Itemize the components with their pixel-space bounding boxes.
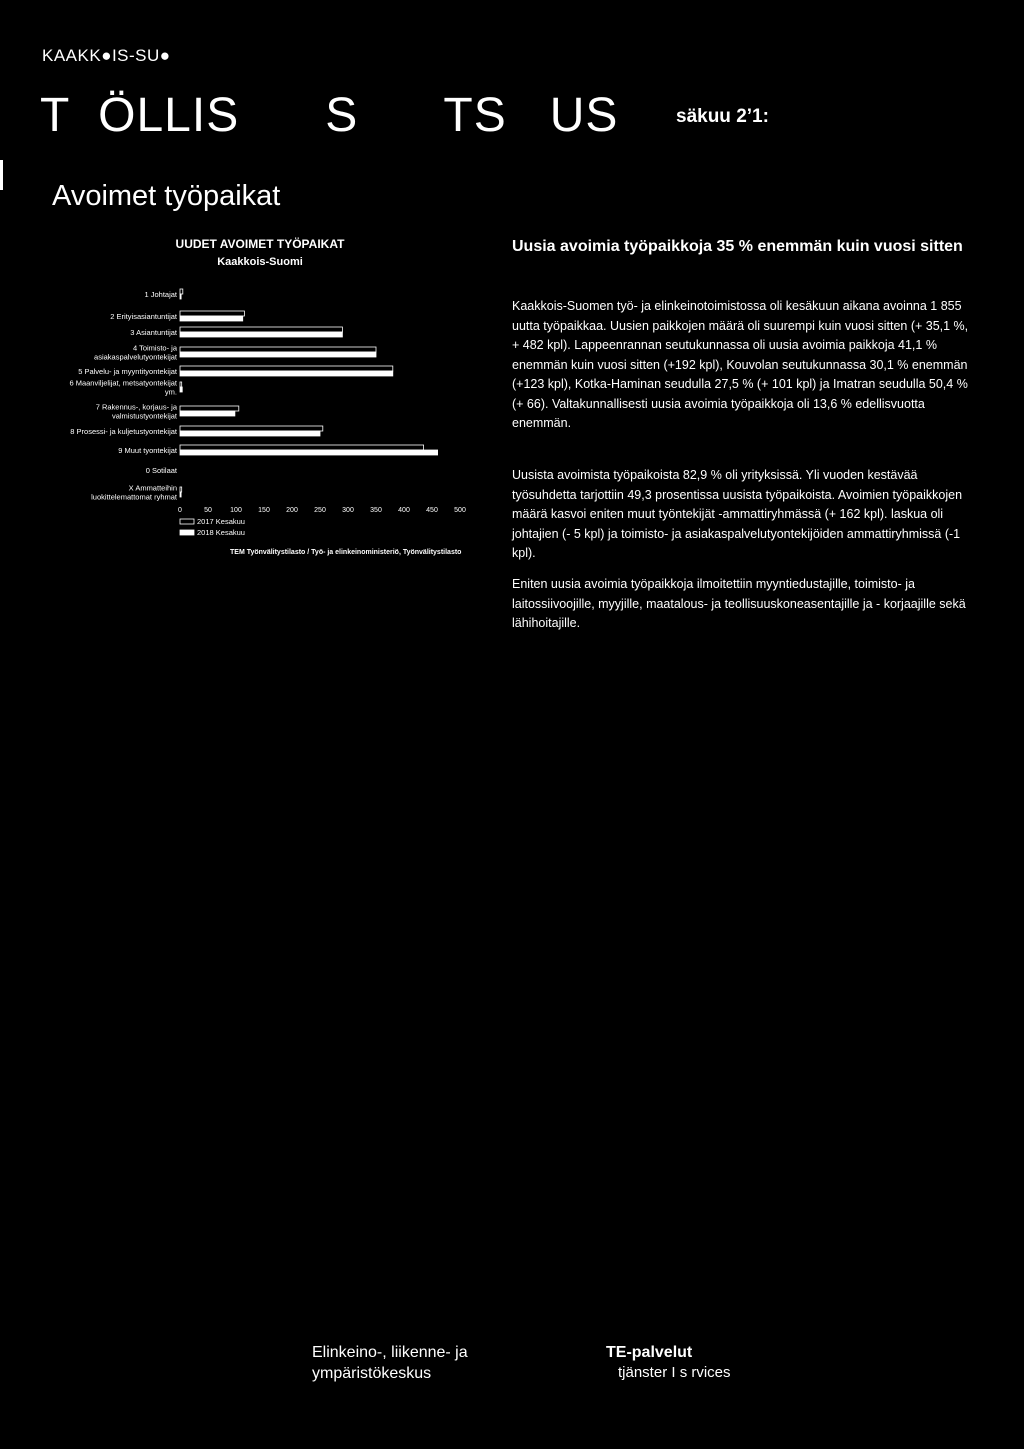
te-logo-subtitle: tjänster I s rvices xyxy=(618,1364,731,1381)
article-paragraph: Uusista avoimista työpaikoista 82,9 % oli yrityksissä. Yli vuoden kestävää työsuhdetta tarjottiin 49,3 prosentissa uusista työpaikoista. Avoimien työpaikkojen määrä kasvoi eniten muut työntekijät -ammattiryhmässä (+ 162 kpl). laskua oli johtajien (- 5 kpl) ja toimisto- ja asiakaspalvelutyontekijöiden ammattiryhmissä (-1 kpl). xyxy=(512,468,963,560)
bar-2018 xyxy=(180,387,182,392)
category-label: 1 Johtajat xyxy=(144,290,177,299)
legend-label: 2017 Kesakuu xyxy=(197,517,245,526)
category-label: 7 Rakennus-, korjaus- ja xyxy=(95,402,177,412)
chart-subtitle: Kaakkois-Suomi xyxy=(217,256,303,268)
chart-title: UUDET AVOIMET TYÖPAIKAT xyxy=(175,237,345,251)
bar-2018 xyxy=(180,316,243,321)
category-label: 2 Erityisasiantuntijat xyxy=(110,312,177,321)
category-label: 6 Maanviljelijat, metsatyontekijat xyxy=(69,378,177,388)
bar-2018 xyxy=(180,450,438,455)
category-label: 0 Sotilaat xyxy=(145,466,177,475)
x-tick-label: 0 xyxy=(178,507,182,514)
bar-2018 xyxy=(180,332,342,337)
bar-2017 xyxy=(180,487,182,492)
bar-2018 xyxy=(180,492,181,497)
ely-line-1: Elinkeino-, liikenne- ja xyxy=(312,1344,468,1361)
x-tick-label: 300 xyxy=(342,507,354,514)
bar-2017 xyxy=(180,426,323,431)
bar-2018 xyxy=(180,294,181,299)
x-tick-label: 50 xyxy=(204,507,212,514)
bar-2017 xyxy=(180,366,393,371)
x-tick-label: 450 xyxy=(426,507,438,514)
x-tick-label: 500 xyxy=(454,507,466,514)
category-label: valmistustyontekijat xyxy=(111,411,177,421)
x-tick-label: 400 xyxy=(398,507,410,514)
te-logo-title: TE-palvelut xyxy=(606,1344,693,1361)
bar-2018 xyxy=(180,431,320,436)
chart-source: TEM Työnvälitystilasto / Työ- ja elinkeinoministeriö, Työnvälitystilasto xyxy=(230,549,462,556)
bar-2018 xyxy=(180,411,235,416)
bar-2017 xyxy=(180,311,244,316)
bar-2018 xyxy=(180,371,393,376)
x-tick-label: 150 xyxy=(258,507,270,514)
bar-2017 xyxy=(180,289,183,294)
category-label: 9 Muut tyontekijat xyxy=(118,446,177,455)
bar-2017 xyxy=(180,406,239,411)
page-title: T ÖLLIS S TS US xyxy=(40,89,619,142)
article-paragraph: Kaakkois-Suomen työ- ja elinkeinotoimistossa oli kesäkuun aikana avoinna 1 855 uutta työpaikkaa. Uusien paikkojen määrä oli suurempi kuin vuosi sitten (+ 35,1 %, + 482 kpl). Lappeenrannan seutukunnassa oli uusia avoimia paikkoja 41,1 % enemmän kuin vuosi sitten (+192 kpl), Kouvolan seutukunnassa 30,1 % enemmän (+123 kpl), Kotka-Haminan seudulla 27,5 % (+ 101 kpl) ja Imatran seudulla 50,4 % (+ 66). Valtakunnallisesti uusia avoimia työpaikkoja oli 13,6 % edellisvuotta enemmän. xyxy=(512,299,969,430)
ely-line-2: ympäristökeskus xyxy=(312,1365,432,1382)
x-tick-label: 200 xyxy=(286,507,298,514)
article-paragraph: Eniten uusia avoimia työpaikkoja ilmoitettiin myyntiedustajille, toimisto- ja laitossiivoojille, myyjille, maatalous- ja teollisuuskoneasentajille ja - korjaajille sekä lähihoitajille. xyxy=(512,577,966,630)
bar-2017 xyxy=(180,382,182,387)
category-label: 3 Asiantuntijat xyxy=(130,328,177,337)
x-tick-label: 250 xyxy=(314,507,326,514)
legend-swatch xyxy=(180,519,194,524)
category-label: 4 Toimisto- ja xyxy=(132,343,177,353)
category-label: ym. xyxy=(164,387,177,397)
category-label: X Ammatteihin xyxy=(128,483,177,493)
brand-name: KAAKK●IS-SU● xyxy=(42,46,171,65)
issue-date: säkuu 2’1: xyxy=(676,106,769,127)
ely-logo-text xyxy=(312,1342,468,1384)
category-label: 5 Palvelu- ja myyntityontekijat xyxy=(78,367,177,376)
x-tick-label: 350 xyxy=(370,507,382,514)
category-label: asiakaspalvelutyontekijat xyxy=(94,352,177,362)
legend-swatch xyxy=(180,530,194,535)
bar-2018 xyxy=(180,352,376,357)
article-headline: Uusia avoimia työpaikkoja 35 % enemmän kuin vuosi sitten xyxy=(512,238,963,255)
legend-label: 2018 Kesakuu xyxy=(197,528,245,537)
section-title: Avoimet työpaikat xyxy=(52,180,281,212)
bar-2017 xyxy=(180,445,424,450)
bar-2017 xyxy=(180,327,342,332)
bar-chart xyxy=(40,280,480,545)
left-edge-rule xyxy=(0,160,3,190)
category-label: 8 Prosessi- ja kuljetustyontekijat xyxy=(70,427,177,436)
bar-2017 xyxy=(180,347,376,352)
x-tick-label: 100 xyxy=(230,507,242,514)
category-label: luokittelemattomat ryhmat xyxy=(91,492,177,502)
